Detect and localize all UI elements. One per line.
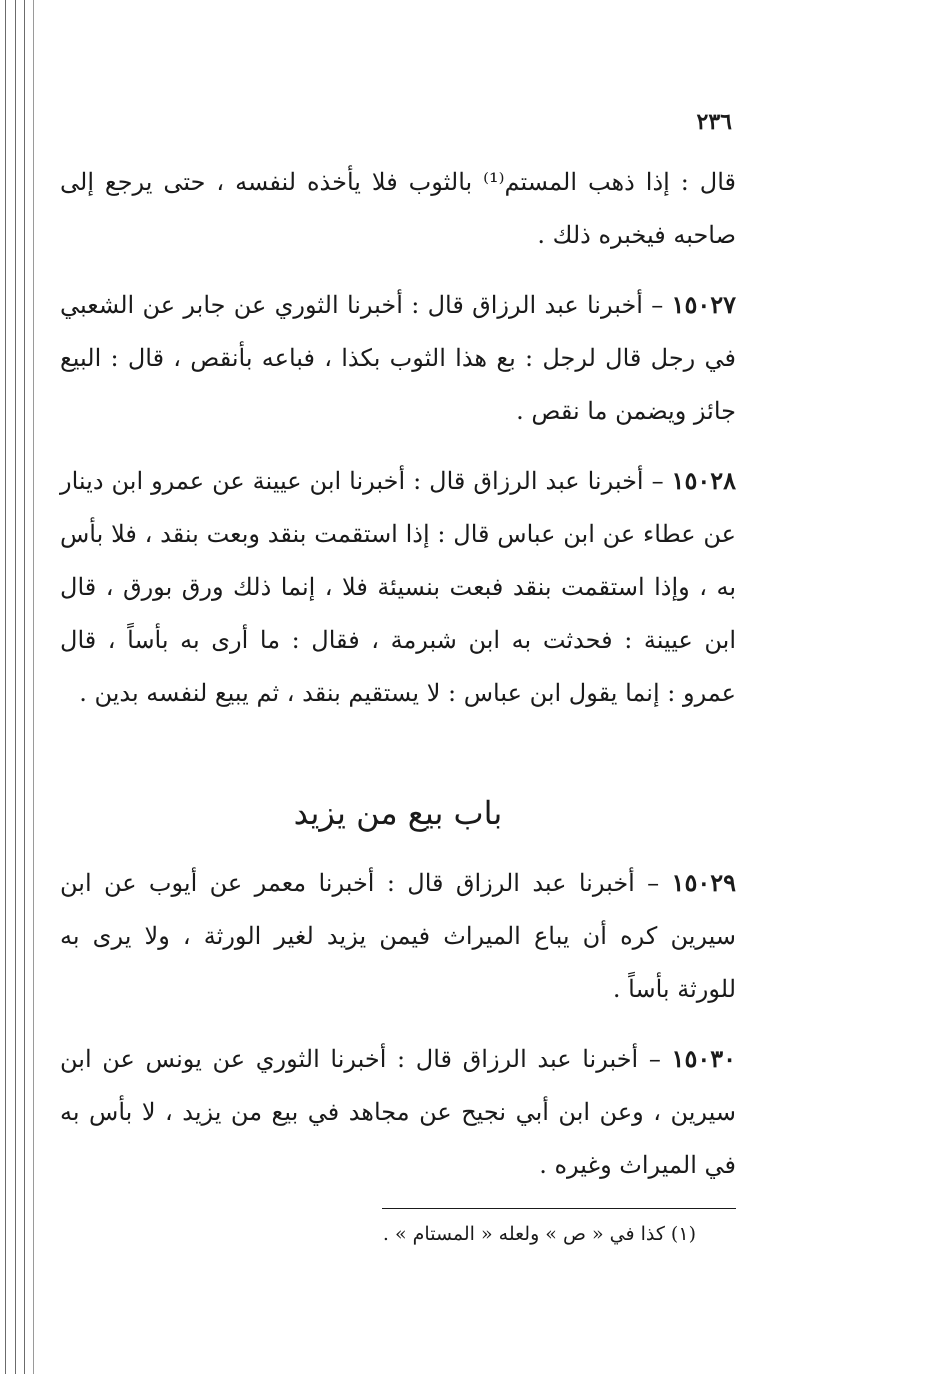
margin-line-left-1 bbox=[5, 0, 6, 1374]
hadith-text: – أخبرنا عبد الرزاق قال : أخبرنا الثوري عن جابر عن الشعبي في رجل قال لرجل : بع هذا الثوب بكذا ، فباعه بأنقص ، قال : البيع جائز ويضمن ما نقص . bbox=[60, 291, 736, 425]
paragraph-continuation bbox=[60, 156, 736, 262]
hadith-number: ١٥٠٢٨ bbox=[671, 466, 736, 495]
hadith-number: ١٥٠٢٧ bbox=[671, 290, 736, 319]
footnote: (١) كذا في « ص » ولعله « المستام » . bbox=[382, 1223, 696, 1245]
page-number: ٢٣٦ bbox=[696, 109, 732, 135]
section-heading: باب بيع من يزيد bbox=[293, 794, 503, 832]
hadith-text: – أخبرنا عبد الرزاق قال : أخبرنا معمر عن أيوب عن ابن سيرين كره أن يباع الميراث فيمن يزيد لغير الورثة ، ولا يرى به للورثة بأساً . bbox=[60, 869, 736, 1003]
hadith-15028 bbox=[60, 454, 736, 720]
hadith-15027 bbox=[60, 278, 736, 438]
margin-line-left-2 bbox=[15, 0, 16, 1374]
hadith-text: – أخبرنا عبد الرزاق قال : أخبرنا ابن عيينة عن عمرو ابن دينار عن عطاء عن ابن عباس قال : إذا استقمت بنقد وبعت بنقد ، فلا بأس به ، وإذا استقمت بنقد فبعت بنسيئة فلا ، إنما ذلك ورق بورق ، قال ابن عيينة : فحدثت به ابن شبرمة ، فقال : ما أرى به بأساً ، قال عمرو : إنما يقول ابن عباس : لا يستقيم بنقد ، ثم يبيع لنفسه بدين . bbox=[60, 467, 736, 707]
hadith-text: – أخبرنا عبد الرزاق قال : أخبرنا الثوري عن يونس عن ابن سيرين ، وعن ابن أبي نجيح عن مجاهد في بيع من يزيد ، لا بأس به في الميراث وغيره . bbox=[60, 1045, 736, 1179]
footnote-divider bbox=[382, 1208, 736, 1209]
margin-line-left-4 bbox=[33, 0, 34, 1374]
hadith-15030 bbox=[60, 1032, 736, 1192]
hadith-number: ١٥٠٢٩ bbox=[671, 868, 736, 897]
hadith-15029 bbox=[60, 856, 736, 1016]
paragraph-text: قال : إذا ذهب المستم⁽¹⁾ بالثوب فلا يأخذه لنفسه ، حتى يرجع إلى صاحبه فيخبره ذلك . bbox=[60, 168, 736, 249]
hadith-number: ١٥٠٣٠ bbox=[671, 1044, 736, 1073]
book-page bbox=[60, 96, 736, 1249]
margin-line-left-3 bbox=[24, 0, 25, 1374]
